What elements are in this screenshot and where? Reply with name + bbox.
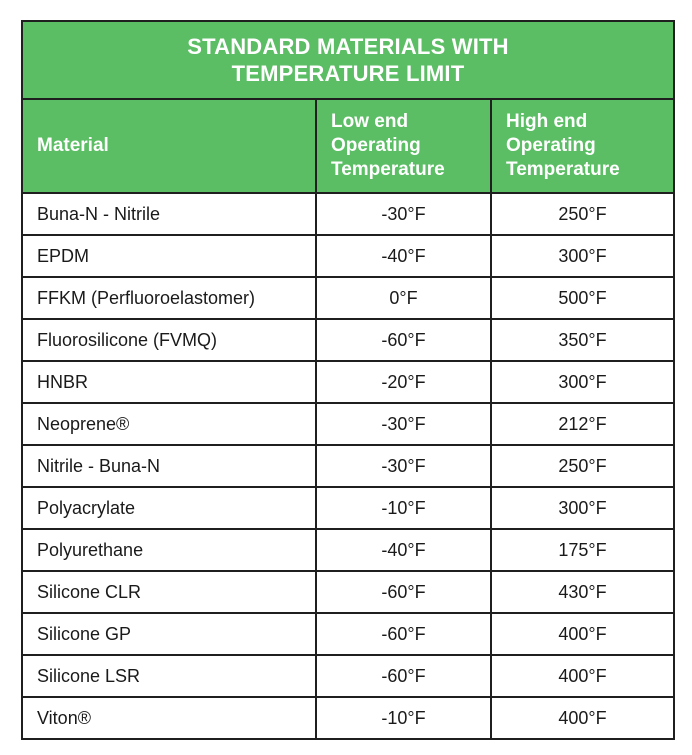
header-low-line-2: Operating [331, 135, 421, 156]
cell-low-temp: -60°F [316, 655, 491, 697]
cell-high-temp: 175°F [491, 529, 674, 571]
table-row [22, 277, 674, 319]
cell-high-temp: 250°F [491, 193, 674, 235]
table-row [22, 361, 674, 403]
table-row [22, 235, 674, 277]
cell-material: Fluorosilicone (FVMQ) [22, 319, 316, 361]
materials-temperature-table [21, 20, 675, 740]
table-row [22, 487, 674, 529]
cell-material: HNBR [22, 361, 316, 403]
cell-material: Silicone CLR [22, 571, 316, 613]
header-low-end [316, 99, 491, 193]
header-material [22, 99, 316, 193]
table-row [22, 445, 674, 487]
cell-high-temp: 300°F [491, 361, 674, 403]
cell-low-temp: -40°F [316, 235, 491, 277]
header-high-line-2: Operating [506, 135, 596, 156]
table-row [22, 319, 674, 361]
cell-material: Polyacrylate [22, 487, 316, 529]
cell-low-temp: 0°F [316, 277, 491, 319]
cell-high-temp: 400°F [491, 697, 674, 739]
cell-low-temp: -10°F [316, 697, 491, 739]
cell-low-temp: -30°F [316, 193, 491, 235]
cell-material: Buna-N - Nitrile [22, 193, 316, 235]
materials-table-container [21, 20, 673, 740]
cell-high-temp: 212°F [491, 403, 674, 445]
cell-low-temp: -30°F [316, 403, 491, 445]
table-row [22, 697, 674, 739]
header-high-end [491, 99, 674, 193]
header-high-line-3: Temperature [506, 159, 620, 180]
cell-high-temp: 300°F [491, 235, 674, 277]
title-row [22, 21, 674, 99]
cell-low-temp: -10°F [316, 487, 491, 529]
header-material-label: Material [37, 135, 109, 156]
cell-material: Polyurethane [22, 529, 316, 571]
table-row [22, 529, 674, 571]
table-row [22, 403, 674, 445]
cell-low-temp: -20°F [316, 361, 491, 403]
cell-low-temp: -60°F [316, 571, 491, 613]
cell-high-temp: 430°F [491, 571, 674, 613]
column-header-row [22, 99, 674, 193]
cell-high-temp: 250°F [491, 445, 674, 487]
table-row [22, 613, 674, 655]
cell-low-temp: -30°F [316, 445, 491, 487]
cell-high-temp: 350°F [491, 319, 674, 361]
cell-material: Silicone LSR [22, 655, 316, 697]
cell-material: Neoprene® [22, 403, 316, 445]
cell-high-temp: 500°F [491, 277, 674, 319]
cell-low-temp: -60°F [316, 319, 491, 361]
cell-material: Viton® [22, 697, 316, 739]
header-low-line-1: Low end [331, 111, 409, 132]
cell-material: FFKM (Perfluoroelastomer) [22, 277, 316, 319]
cell-low-temp: -60°F [316, 613, 491, 655]
table-title-line-1: STANDARD MATERIALS WITH [187, 34, 509, 59]
table-row [22, 655, 674, 697]
cell-high-temp: 400°F [491, 613, 674, 655]
header-high-line-1: High end [506, 111, 588, 132]
cell-material: EPDM [22, 235, 316, 277]
table-title [22, 21, 674, 99]
table-row [22, 193, 674, 235]
header-low-line-3: Temperature [331, 159, 445, 180]
cell-high-temp: 300°F [491, 487, 674, 529]
table-row [22, 571, 674, 613]
cell-low-temp: -40°F [316, 529, 491, 571]
table-title-line-2: TEMPERATURE LIMIT [231, 61, 465, 86]
cell-material: Nitrile - Buna-N [22, 445, 316, 487]
cell-high-temp: 400°F [491, 655, 674, 697]
cell-material: Silicone GP [22, 613, 316, 655]
